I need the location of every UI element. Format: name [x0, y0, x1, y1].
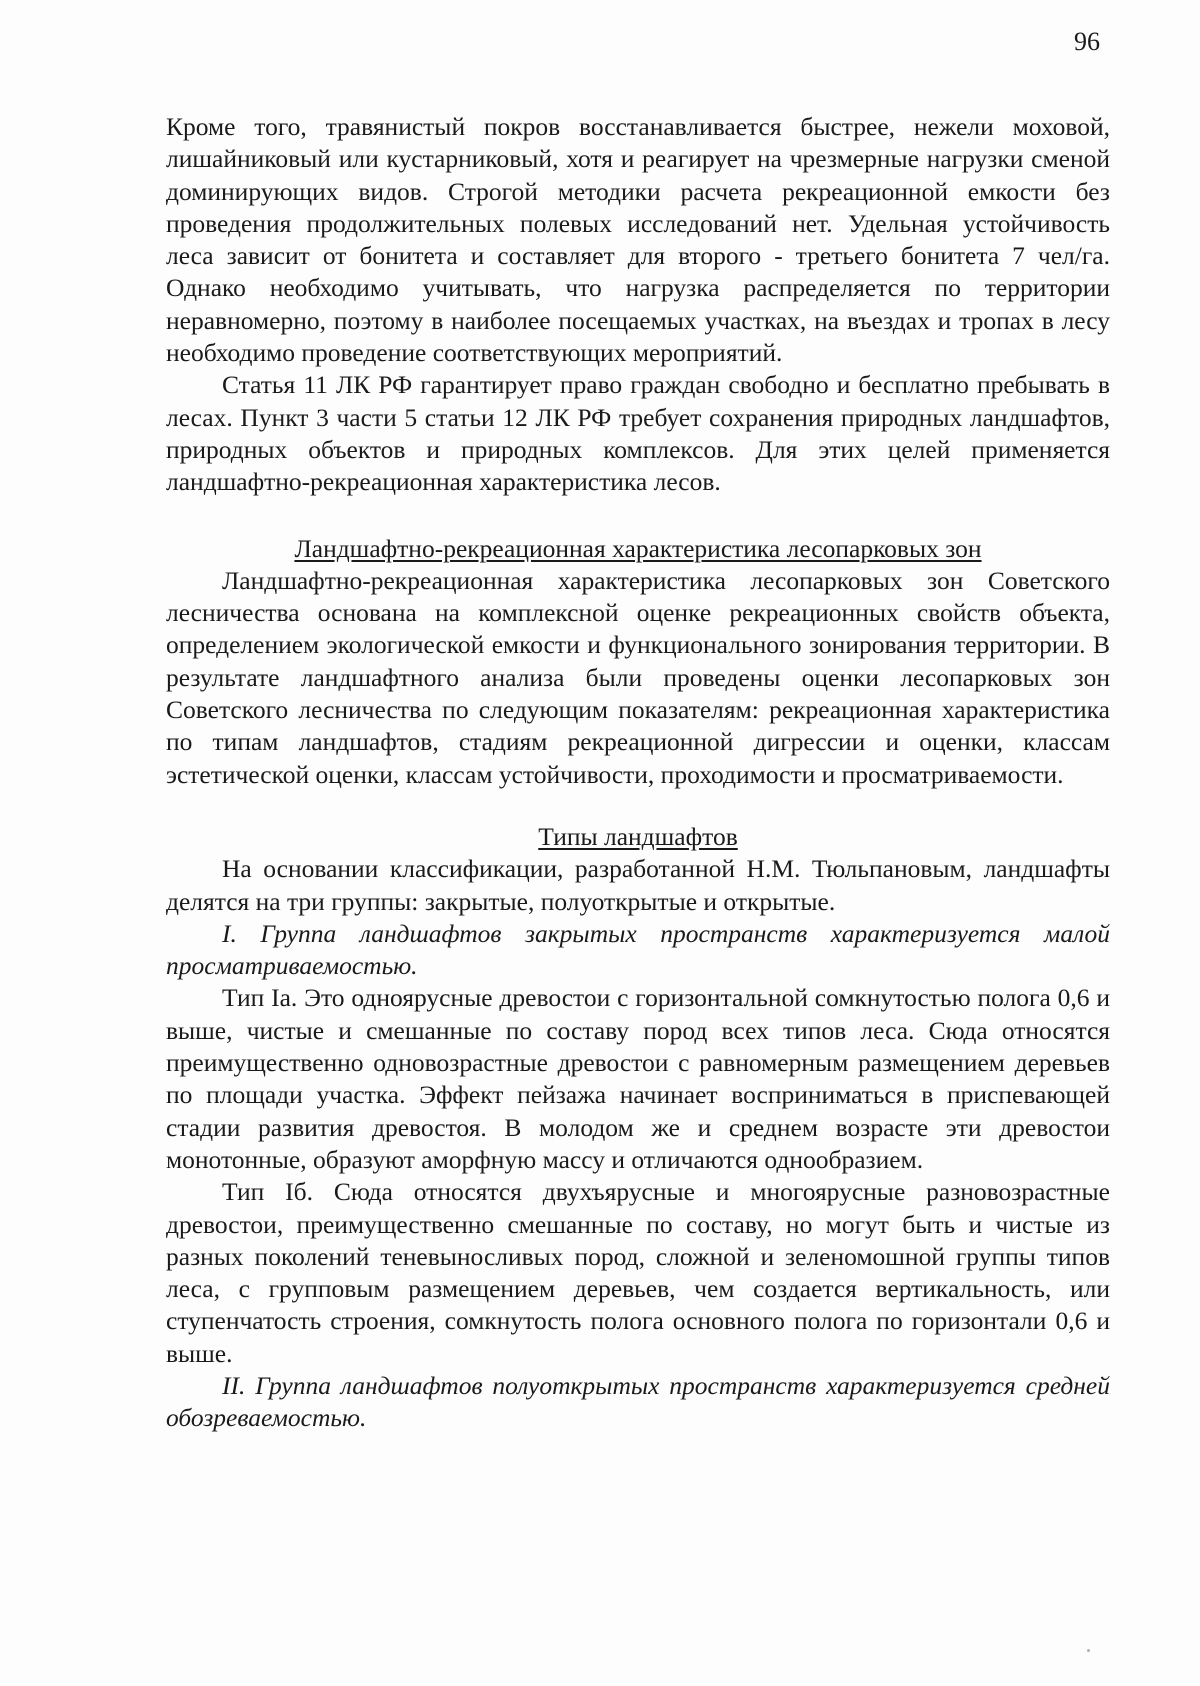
paragraph-type-ib: Тип Iб. Сюда относятся двухъярусные и многоярусные разновозрастные древостои, преимущественно смешанные по составу, но могут быть и чистые из разных поколений теневыносливых пород, сложной и зеленомошной группы типов леса, с групповым размещением деревьев, чем создается вертикальность, или ступенчатость строения, сомкнутость полога основного полога по горизонтали 0,6 и выше. — [166, 1177, 1110, 1368]
section-gap — [166, 499, 1110, 533]
paragraph-recreation-capacity: Кроме того, травянистый покров восстанавливается быстрее, нежели моховой, лишайниковый или кустарниковый, хотя и реагирует на чрезмерные нагрузки сменой доминирующих видов. Строгой методики расчета рекреационной емкости без проведения продолжительных полевых исследований нет. Удельная устойчивость леса зависит от бонитета и составляет для второго - третьего бонитета 7 чел/га. Однако необходимо учитывать, что нагрузка распределяется по территории неравномерно, поэтому в наиболее посещаемых участках, на въездах и тропах в лесу необходимо проведение соответствующих мероприятий. — [166, 112, 1110, 368]
section-gap — [166, 791, 1110, 821]
section-heading-landscape-types: Типы ландшафтов — [538, 821, 738, 851]
paragraph-type-ia: Тип Iа. Это одноярусные древостои с горизонтальной сомкнутостью полога 0,6 и выше, чистые и смешанные по составу пород всех типов леса. Сюда относятся преимущественно одновозрастные древостои с равномерным размещением деревьев по площади участка. Эффект пейзажа начинает восприниматься в приспевающей стадии развития древостоя. В молодом же и среднем возрасте эти древостои монотонные, образуют аморфную массу и отличаются однообразием. — [166, 983, 1110, 1174]
scan-speck — [1087, 1649, 1090, 1652]
section-heading-landscape-recreation: Ландшафтно-рекреационная характеристика лесопарковых зон — [294, 533, 982, 563]
paragraph-forest-code: Статья 11 ЛК РФ гарантирует право граждан свободно и бесплатно пребывать в лесах. Пункт 3 части 5 статьи 12 ЛК РФ требует сохранения природных ландшафтов, природных объектов и природных комплексов. Для этих целей применяется ландшафтно-рекреационная характеристика лесов. — [166, 370, 1110, 497]
paragraph-group-semi-open: II. Группа ландшафтов полуоткрытых пространств характеризуется средней обозреваемостью. — [166, 1370, 1110, 1433]
paragraph-landscape-recreation: Ландшафтно-рекреационная характеристика лесопарковых зон Советского лесничества основана на комплексной оценке рекреационных свойств объекта, определением экологической емкости и функционального зонирования территории. В результате ландшафтного анализа были проведены оценки лесопарковых зон Советского лесничества по следующим показателям: рекреационная характеристика по типам ландшафтов, стадиям рекреационной дигрессии и оценки, классам эстетической оценки, классам устойчивости, проходимости и просматриваемости. — [166, 565, 1110, 789]
page-number: 96 — [1074, 27, 1100, 56]
paragraph-classification: На основании классификации, разработанной Н.М. Тюльпановым, ландшафты делятся на три группы: закрытые, полуоткрытые и открытые. — [166, 854, 1110, 916]
paragraph-group-closed: I. Группа ландшафтов закрытых пространств характеризуется малой просматриваемостью. — [166, 918, 1110, 981]
page-content — [166, 111, 1110, 1435]
